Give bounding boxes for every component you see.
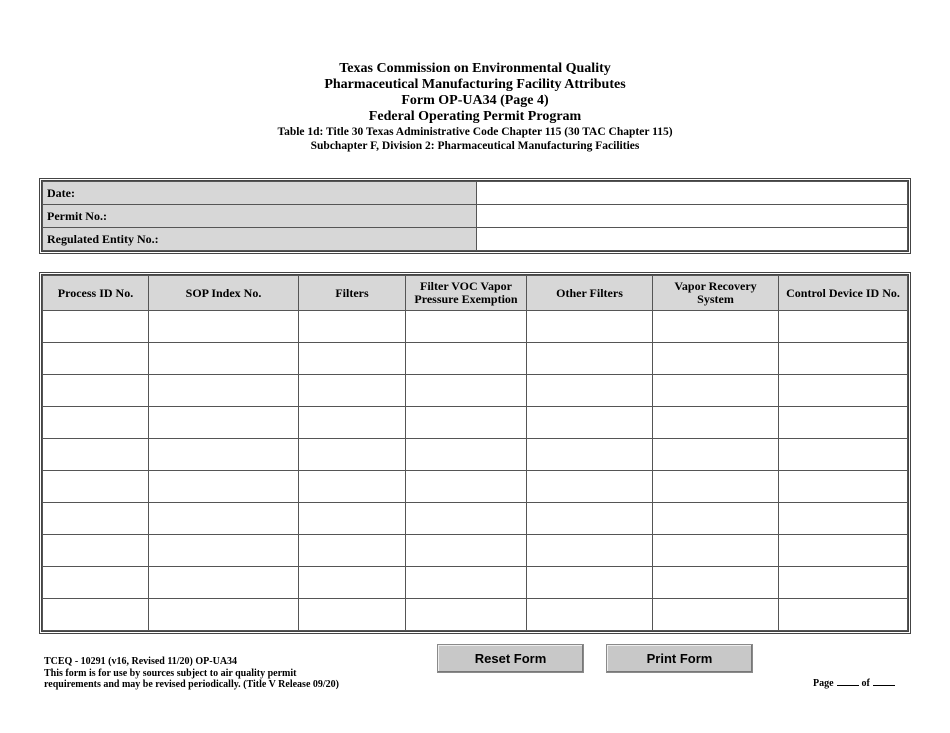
regulated-entity-field[interactable]: [477, 228, 908, 251]
table-cell-input[interactable]: [43, 567, 149, 599]
column-header: Filter VOC Vapor Pressure Exemption: [406, 276, 527, 311]
table-cell-input[interactable]: [779, 567, 908, 599]
table-cell-input[interactable]: [653, 471, 779, 503]
table-cell-input[interactable]: [406, 311, 527, 343]
table-header-row: [43, 276, 908, 311]
table-cell-input[interactable]: [653, 503, 779, 535]
table-subcaption: Subchapter F, Division 2: Pharmaceutical Manufacturing Facilities: [310, 140, 640, 152]
table-row: [43, 471, 908, 503]
table-cell-input[interactable]: [43, 599, 149, 631]
table-cell-input[interactable]: [43, 311, 149, 343]
table-cell-input[interactable]: [527, 599, 653, 631]
table-cell-input[interactable]: [149, 471, 299, 503]
table-cell-input[interactable]: [43, 503, 149, 535]
table-row: [43, 567, 908, 599]
table-cell-input[interactable]: [43, 535, 149, 567]
table-cell-input[interactable]: [43, 375, 149, 407]
table-cell-input[interactable]: [299, 407, 406, 439]
page-total-field[interactable]: [873, 685, 895, 686]
table-cell-input[interactable]: [299, 567, 406, 599]
table-cell-input[interactable]: [406, 407, 527, 439]
table-row: [43, 599, 908, 631]
column-header: Other Filters: [527, 276, 653, 311]
table-cell-input[interactable]: [299, 471, 406, 503]
table-cell-input[interactable]: [299, 535, 406, 567]
table-cell-input[interactable]: [299, 375, 406, 407]
table-cell-input[interactable]: [43, 471, 149, 503]
table-cell-input[interactable]: [406, 439, 527, 471]
table-cell-input[interactable]: [779, 535, 908, 567]
reset-form-button[interactable]: Reset Form: [437, 644, 584, 673]
table-cell-input[interactable]: [299, 503, 406, 535]
table-cell-input[interactable]: [779, 599, 908, 631]
column-header: SOP Index No.: [149, 276, 299, 311]
form-revision: TCEQ - 10291 (v16, Revised 11/20) OP-UA34: [44, 656, 238, 667]
table-cell-input[interactable]: [653, 567, 779, 599]
title-agency: Texas Commission on Environmental Quality: [339, 61, 611, 76]
table-cell-input[interactable]: [406, 599, 527, 631]
info-table: [42, 181, 908, 251]
table-cell-input[interactable]: [779, 503, 908, 535]
form-usage-note: This form is for use by sources subject to air quality permit: [44, 667, 297, 679]
page-number-field[interactable]: [837, 685, 859, 686]
table-cell-input[interactable]: [527, 503, 653, 535]
table-cell-input[interactable]: [527, 535, 653, 567]
table-cell-input[interactable]: [149, 343, 299, 375]
column-header: Vapor Recovery System: [653, 276, 779, 311]
table-row: [43, 535, 908, 567]
table-cell-input[interactable]: [406, 343, 527, 375]
table-cell-input[interactable]: [653, 311, 779, 343]
table-cell-input[interactable]: [406, 471, 527, 503]
table-cell-input[interactable]: [527, 311, 653, 343]
permit-number-field[interactable]: [477, 205, 908, 228]
table-cell-input[interactable]: [779, 407, 908, 439]
table-cell-input[interactable]: [653, 407, 779, 439]
table-cell-input[interactable]: [653, 439, 779, 471]
table-cell-input[interactable]: [653, 599, 779, 631]
table-row: [43, 343, 908, 375]
table-cell-input[interactable]: [779, 471, 908, 503]
table-cell-input[interactable]: [527, 439, 653, 471]
table-cell-input[interactable]: [299, 439, 406, 471]
table-cell-input[interactable]: [149, 375, 299, 407]
date-field[interactable]: [477, 182, 908, 205]
table-cell-input[interactable]: [149, 503, 299, 535]
column-header: Filters: [299, 276, 406, 311]
title-form-number: Form OP-UA34 (Page 4): [401, 93, 549, 108]
table-cell-input[interactable]: [406, 535, 527, 567]
table-row: [43, 503, 908, 535]
table-cell-input[interactable]: [653, 535, 779, 567]
table-cell-input[interactable]: [406, 375, 527, 407]
table-cell-input[interactable]: [779, 375, 908, 407]
page-label: Page: [813, 678, 834, 689]
table-cell-input[interactable]: [406, 503, 527, 535]
regulated-entity-label: Regulated Entity No.:: [43, 228, 477, 251]
table-cell-input[interactable]: [527, 471, 653, 503]
permit-number-label: Permit No.:: [43, 205, 477, 228]
table-cell-input[interactable]: [43, 343, 149, 375]
table-row: [43, 439, 908, 471]
table-cell-input[interactable]: [149, 311, 299, 343]
column-header: Control Device ID No.: [779, 276, 908, 311]
table-cell-input[interactable]: [299, 311, 406, 343]
table-cell-input[interactable]: [149, 439, 299, 471]
table-cell-input[interactable]: [779, 311, 908, 343]
column-header: Process ID No.: [43, 276, 149, 311]
table-caption: Table 1d: Title 30 Texas Administrative Code Chapter 115 (30 TAC Chapter 115): [277, 126, 673, 138]
table-cell-input[interactable]: [406, 567, 527, 599]
form-usage-note-cont: requirements and may be revised periodically. (Title V Release 09/20): [44, 679, 339, 690]
table-cell-input[interactable]: [149, 567, 299, 599]
page-counter: [813, 678, 898, 689]
table-cell-input[interactable]: [299, 599, 406, 631]
table-cell-input[interactable]: [43, 407, 149, 439]
title-form-name: Pharmaceutical Manufacturing Facility Attributes: [324, 77, 626, 92]
print-form-button[interactable]: Print Form: [606, 644, 753, 673]
table-cell-input[interactable]: [43, 439, 149, 471]
title-program: Federal Operating Permit Program: [368, 109, 582, 124]
date-label: Date:: [43, 182, 477, 205]
table-cell-input[interactable]: [779, 343, 908, 375]
table-cell-input[interactable]: [653, 375, 779, 407]
table-cell-input[interactable]: [527, 375, 653, 407]
table-row: [43, 375, 908, 407]
process-table: [42, 275, 908, 631]
table-cell-input[interactable]: [299, 343, 406, 375]
table-row: [43, 407, 908, 439]
table-cell-input[interactable]: [527, 567, 653, 599]
table-cell-input[interactable]: [653, 343, 779, 375]
footer-info: [44, 656, 339, 691]
table-cell-input[interactable]: [149, 535, 299, 567]
table-cell-input[interactable]: [527, 407, 653, 439]
table-cell-input[interactable]: [149, 599, 299, 631]
table-cell-input[interactable]: [149, 407, 299, 439]
table-row: [43, 311, 908, 343]
of-label: of: [861, 678, 870, 689]
table-cell-input[interactable]: [779, 439, 908, 471]
table-cell-input[interactable]: [527, 343, 653, 375]
